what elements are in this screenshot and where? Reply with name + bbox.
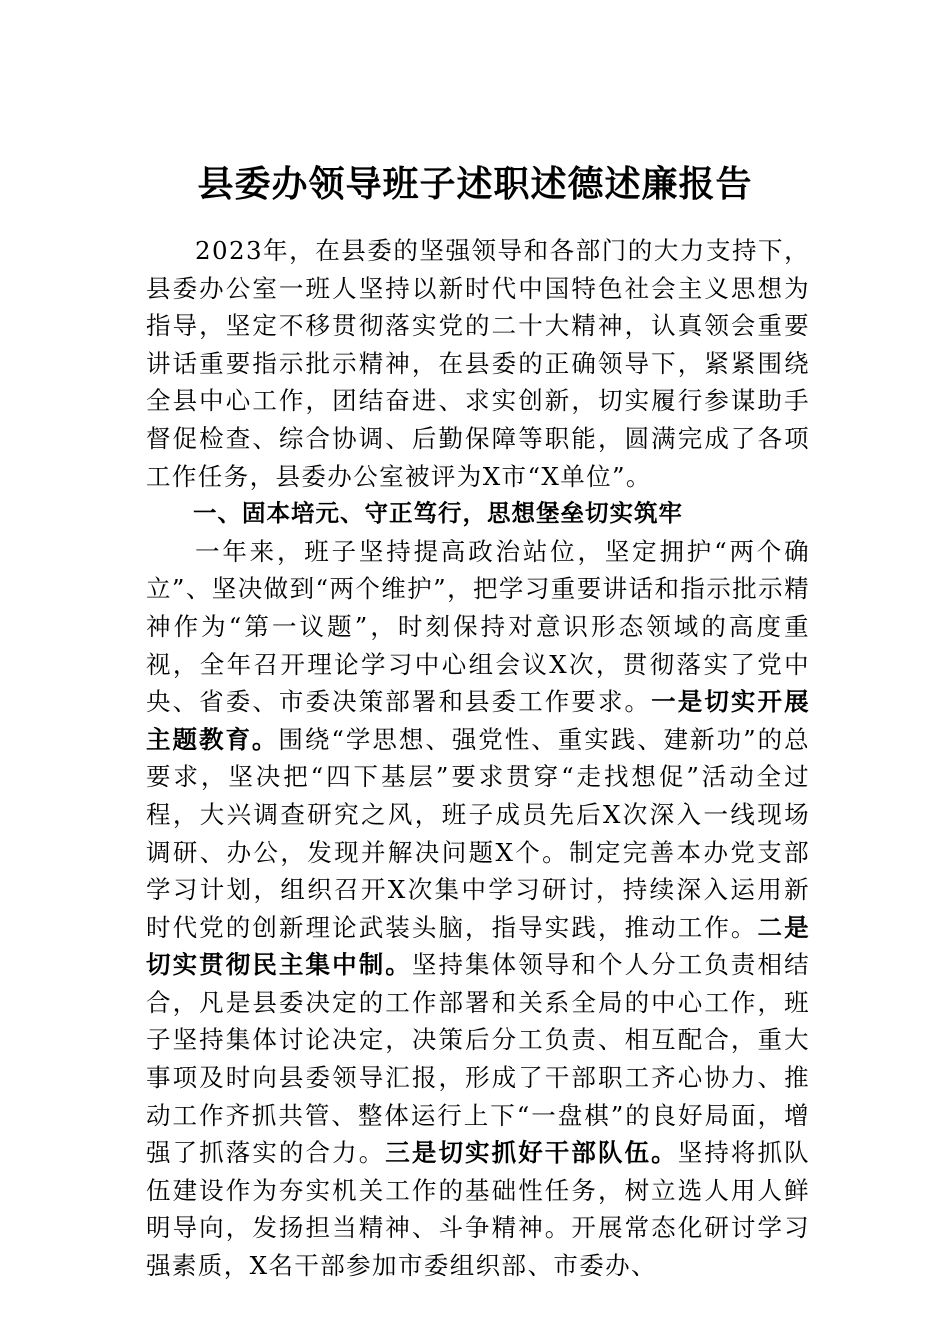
document-body: [146, 232, 810, 1285]
intro-paragraph: 2023年，在县委的坚强领导和各部门的大力支持下，县委办公室一班人坚持以新时代中国特色社会主义思想为指导，坚定不移贯彻落实党的二十大精神，认真领会重要讲话重要指示批示精神，在县委的正确领导下，紧紧围绕全县中心工作，团结奋进、求实创新，切实履行参谋助手督促检查、综合协调、后勤保障等职能，圆满完成了各项工作任务，县委办公室被评为X市“X单位”。: [146, 236, 810, 491]
paragraph-text: 围绕“学思想、强党性、重实践、建新功”的总要求，坚决把“四下基层”要求贯穿“走找想促”活动全过程，大兴调查研究之风，班子成员先后X次深入一线现场调研、办公，发现并解决问题X个。制定完善本办党支部学习计划，组织召开X次集中学习研讨，持续深入运用新时代党的创新理论武装头脑，指导实践，推动工作。: [146, 724, 811, 942]
paragraph-text: 一年来，班子坚持提高政治站位，坚定拥护“两个确立”、坚决做到“两个维护”，把学习重要讲话和指示批示精神作为“第一议题”，时刻保持对意识形态领域的高度重视，全年召开理论学习中心组会议X次，贯彻落实了党中央、省委、市委决策部署和县委工作要求。: [146, 536, 810, 717]
bold-lead-3: 三是切实抓好干部队伍。: [385, 1138, 678, 1168]
bold-lead-2: 二是切实贯彻民主集中制。: [146, 912, 810, 980]
paragraph-text: 坚持集体领导和个人分工负责相结合，凡是县委决定的工作部署和关系全局的中心工作，班子坚持集体讨论决定，决策后分工负责、相互配合，重大事项及时向县委领导汇报，形成了干部职工齐心协力、推动工作齐抓共管、整体运行上下“一盘棋”的良好局面，增强了抓落实的合力。: [146, 950, 810, 1168]
paragraph-text: 坚持将抓队伍建设作为夯实机关工作的基础性任务，树立选人用人鲜明导向，发扬担当精神、斗争精神。开展常态化研讨学习强素质，X名干部参加市委组织部、市委办、: [146, 1138, 810, 1281]
section-1-paragraph: [146, 533, 810, 1285]
document-title: 县委办领导班子述职述德述廉报告: [197, 163, 753, 205]
section-heading-1: 一、固本培元、守正笃行，思想堡垒切实筑牢: [193, 499, 683, 528]
bold-lead-1: 一是切实开展主题教育。: [146, 687, 810, 754]
